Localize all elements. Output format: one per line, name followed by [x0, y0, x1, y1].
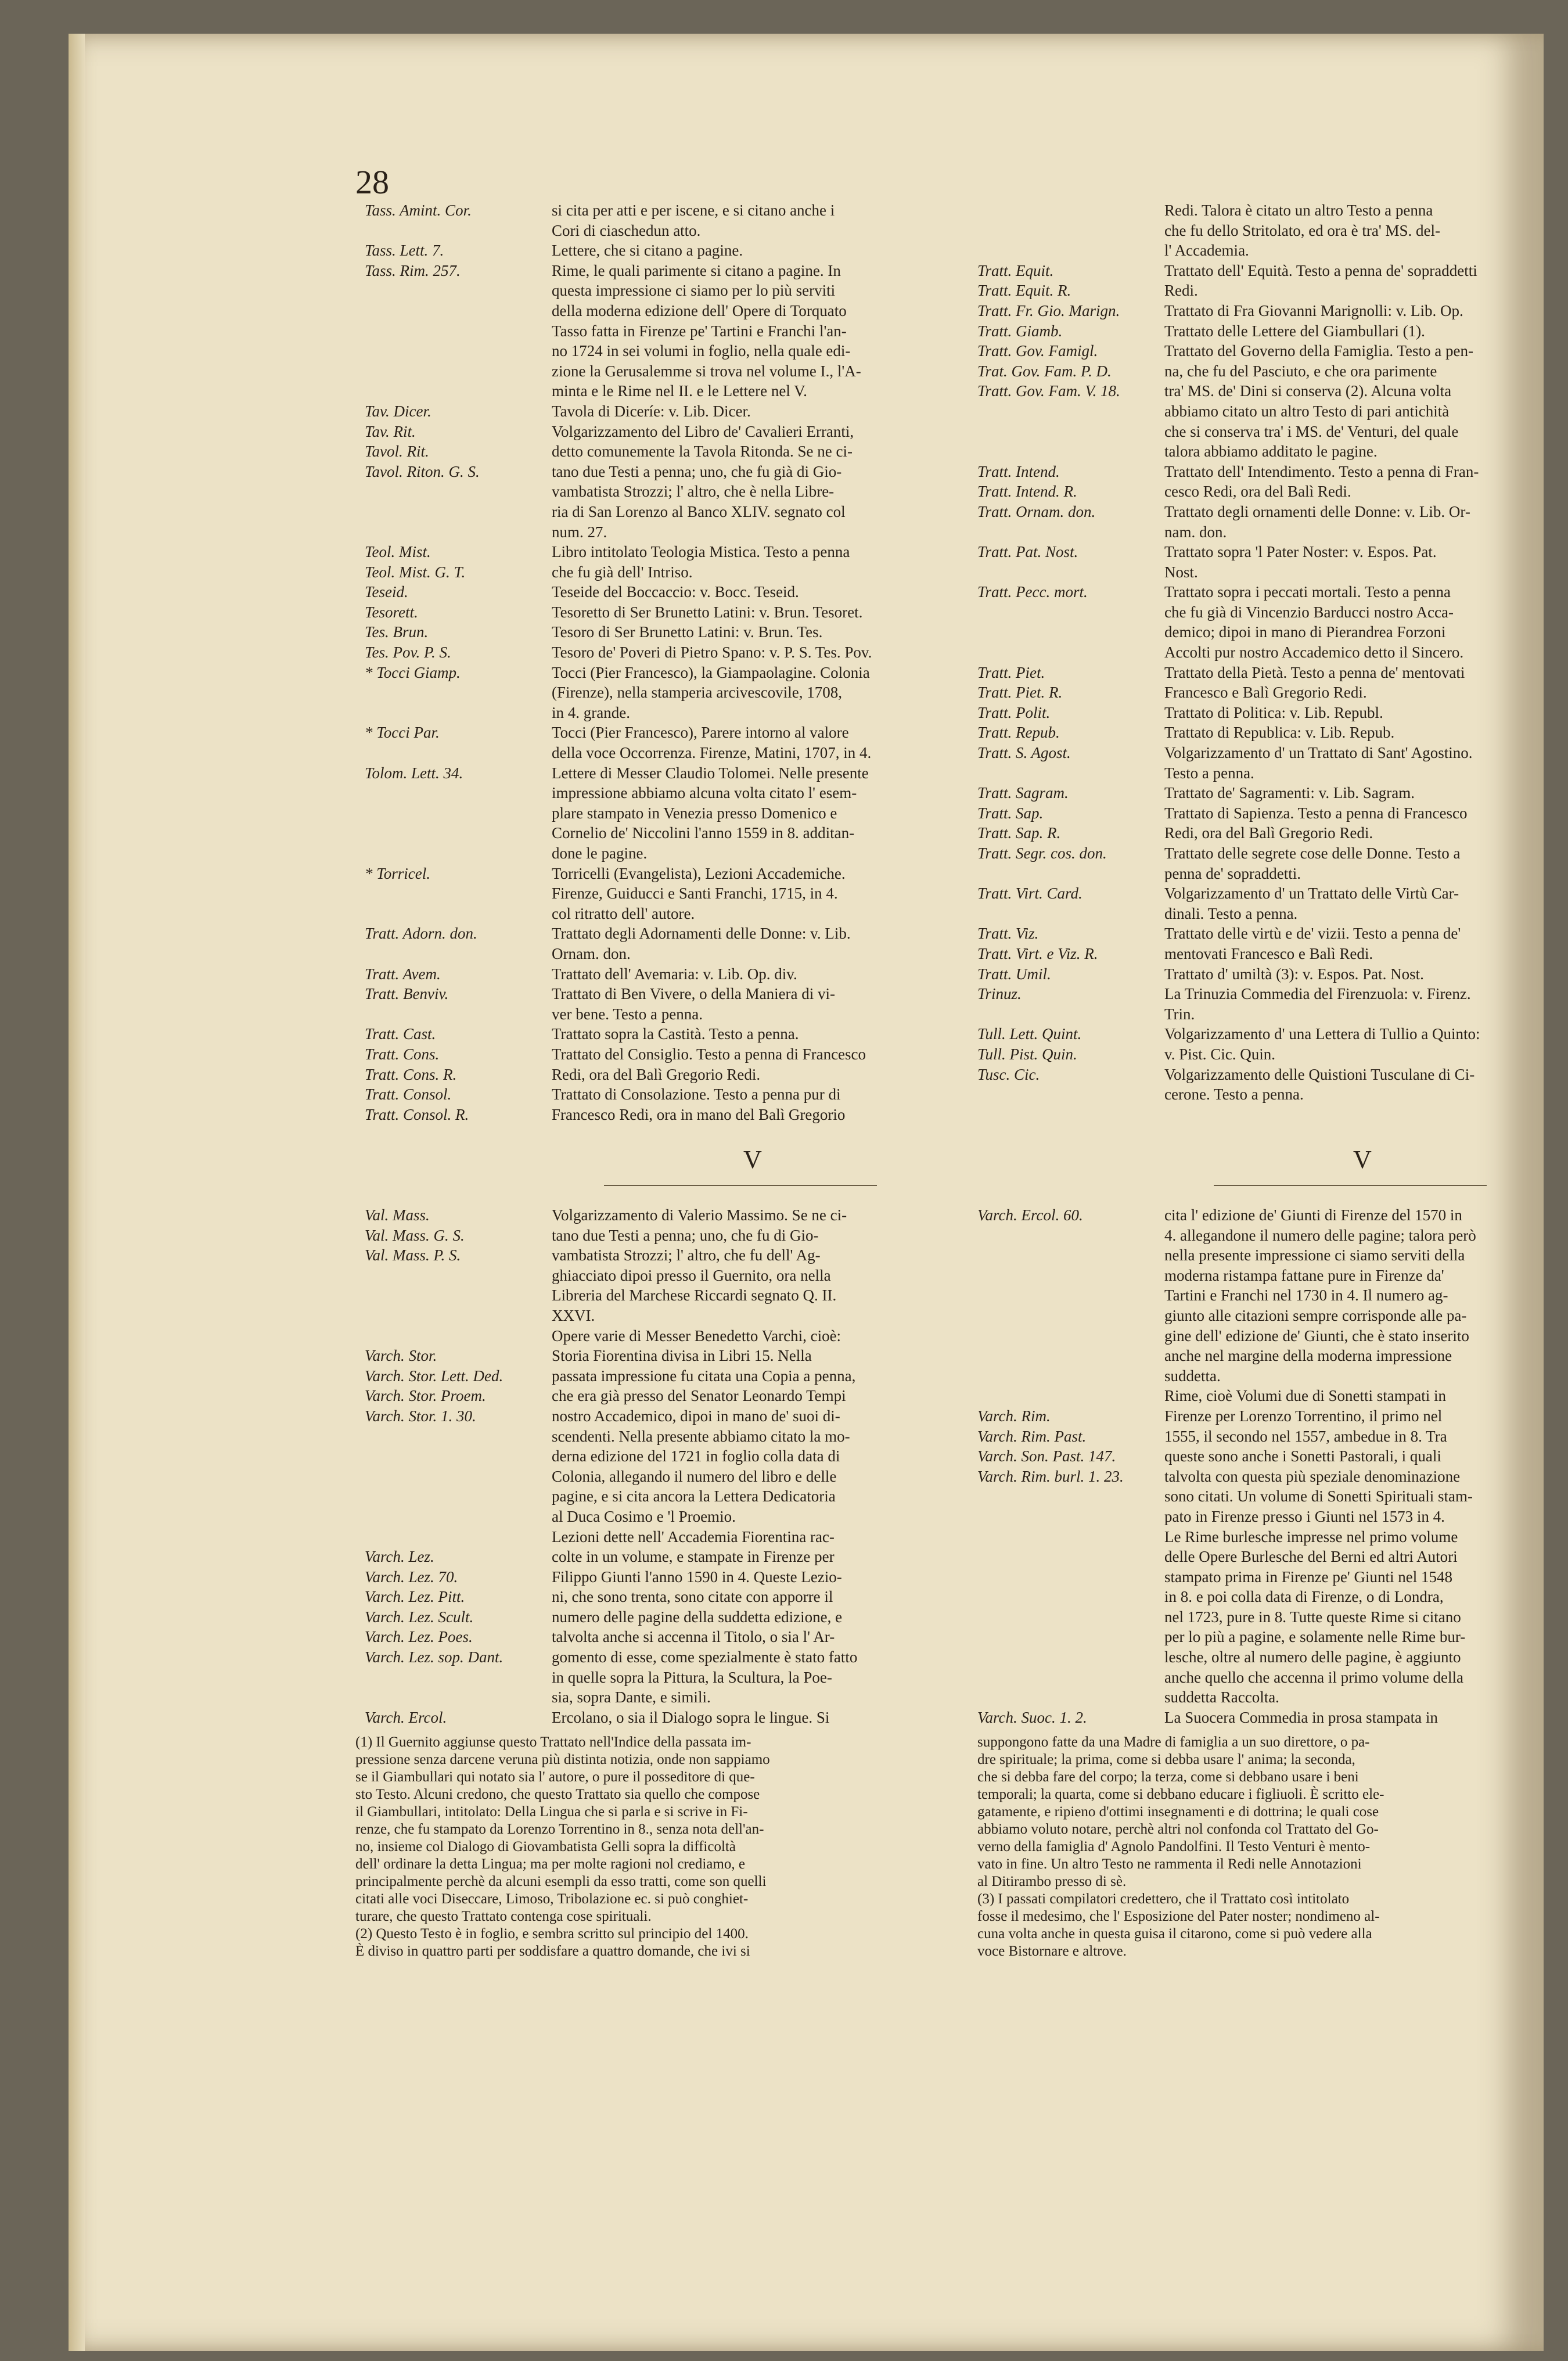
entry-abbreviation: Val. Mass.	[365, 1206, 430, 1224]
dictionary-entry	[365, 1547, 969, 1567]
dictionary-entry	[977, 663, 1568, 683]
dictionary-entry	[977, 723, 1568, 743]
entry-text: Trattato del Governo della Famiglia. Testo a pen-	[1164, 342, 1473, 360]
entry-abbreviation: Varch. Lez. sop. Dant.	[365, 1648, 504, 1666]
entry-text: Francesco e Balì Gregorio Redi.	[1164, 684, 1367, 702]
entry-abbreviation: Tratt. Equit.	[977, 261, 1054, 279]
entry-text: na, che fu del Pasciuto, e che ora parimente	[1164, 362, 1437, 380]
top-left-column	[365, 200, 969, 1124]
dictionary-entry	[365, 1245, 969, 1325]
entry-abbreviation: Tull. Pist. Quin.	[977, 1045, 1077, 1063]
entry-text: cita l' edizione de' Giunti di Firenze del 1570 in 4. allegandone il numero delle pagine; talora però nella presente impressione ci siamo serviti della moderna ristampa fattane pure in Firenze da' Tartini e Franchi nel 1730 in 4. Il numero ag- giunto alle citazioni sempre corrisponde alle pa- gine dell' edizione de' Giunti, che è stato inserito anche nel margine della moderna impressione suddetta.	[1164, 1206, 1476, 1385]
entry-text: queste sono anche i Sonetti Pastorali, i quali	[1164, 1447, 1441, 1465]
dictionary-entry	[977, 1044, 1568, 1065]
page-number: 28	[355, 163, 389, 201]
dictionary-entry	[977, 462, 1568, 482]
dictionary-entry	[365, 1627, 969, 1647]
dictionary-entry	[365, 663, 969, 723]
entry-abbreviation: Varch. Stor. Proem.	[365, 1387, 486, 1405]
dictionary-entry	[365, 1567, 969, 1587]
entry-text: Lezioni dette nell' Accademia Fiorentina rac-	[552, 1528, 835, 1546]
dictionary-entry	[365, 1044, 969, 1065]
dictionary-entry	[365, 562, 969, 583]
entry-abbreviation: * Tocci Par.	[365, 724, 440, 742]
dictionary-entry	[977, 682, 1568, 703]
dictionary-entry	[365, 542, 969, 562]
dictionary-entry	[365, 1346, 969, 1366]
dictionary-entry	[365, 1084, 969, 1105]
entry-text: tano due Testi a penna; uno, che fu già di Gio- vambatista Strozzi; l' altro, che è nella Libre- ria di San Lorenzo al Banco XLIV. segnato col num. 27.	[552, 462, 846, 541]
entry-abbreviation: Varch. Lez. Scult.	[365, 1608, 474, 1626]
dictionary-entry	[365, 763, 969, 864]
entry-text: Trattato di Ben Vivere, o della Maniera di vi- ver bene. Testo a penna.	[552, 985, 836, 1023]
entry-abbreviation: Tav. Rit.	[365, 422, 416, 440]
entry-text: Trattato sopra i peccati mortali. Testo a penna che fu già di Vincenzio Barducci nostro Acca- demico; dipoi in mano di Pierandrea Forzoni Accolti pur nostro Accademico detto il Sincero.	[1164, 583, 1464, 662]
entry-abbreviation: Tratt. Segr. cos. don.	[977, 845, 1107, 862]
entry-text: Trattato di Fra Giovanni Marignolli: v. Lib. Op.	[1164, 301, 1463, 319]
entry-abbreviation: Teol. Mist. G. T.	[365, 563, 466, 581]
section-rule-right	[1214, 1185, 1487, 1186]
dictionary-entry	[365, 1205, 969, 1226]
dictionary-entry	[365, 642, 969, 663]
entry-abbreviation: Varch. Rim. Past.	[977, 1427, 1087, 1445]
entry-abbreviation: Tratt. Avem.	[365, 965, 441, 983]
entry-abbreviation: Tass. Lett. 7.	[365, 242, 444, 260]
entry-text: Lettere, che si citano a pagine.	[552, 242, 743, 260]
entry-abbreviation	[977, 1386, 1164, 1406]
entry-abbreviation: Tavol. Riton. G. S.	[365, 462, 480, 480]
entry-text: talvolta anche si accenna il Titolo, o sia l' Ar-	[552, 1628, 835, 1646]
dictionary-entry	[365, 602, 969, 623]
entry-abbreviation: Tratt. Giamb.	[977, 322, 1063, 340]
entry-text: mentovati Francesco e Balì Redi.	[1164, 944, 1373, 962]
dictionary-entry	[365, 622, 969, 642]
bottom-left-column	[365, 1205, 969, 1727]
bottom-right-column	[977, 1205, 1568, 1727]
dictionary-entry	[365, 1406, 969, 1527]
entry-text: tano due Testi a penna; uno, che fu di Gio-	[552, 1226, 819, 1244]
entry-text: ni, che sono trenta, sono citate con apporre il	[552, 1588, 833, 1606]
entry-text: Redi, ora del Balì Gregorio Redi.	[1164, 824, 1373, 842]
entry-text: Trattato sopra 'l Pater Noster: v. Espos. Pat. Nost.	[1164, 543, 1437, 581]
entry-abbreviation: Tratt. Cast.	[365, 1025, 436, 1043]
entry-text: Lettere di Messer Claudio Tolomei. Nelle presente impressione abbiamo alcuna volta citato l' esem- plare stampato in Venezia presso Domenico e Cornelio de' Niccolini l'anno 1559 in 8. additan- done le pagine.	[552, 764, 869, 862]
dictionary-entry	[977, 582, 1568, 662]
dictionary-entry	[977, 1406, 1568, 1426]
entry-abbreviation: Tratt. Sap.	[977, 804, 1044, 822]
entry-abbreviation: Trinuz.	[977, 985, 1022, 1003]
entry-text: Trattato di Republica: v. Lib. Repub.	[1164, 724, 1395, 742]
entry-text: v. Pist. Cic. Quin.	[1164, 1045, 1276, 1063]
dictionary-entry	[365, 1607, 969, 1627]
entry-text: tra' MS. de' Dini si conserva (2). Alcuna volta abbiamo citato un altro Testo di pari antichità che si conserva tra' i MS. de' Venturi, del quale talora abbiamo additato le pagine.	[1164, 382, 1459, 461]
entry-abbreviation: Varch. Ercol.	[365, 1708, 447, 1726]
dictionary-entry	[365, 1587, 969, 1607]
entry-abbreviation: Tratt. Ornam. don.	[977, 502, 1096, 520]
dictionary-entry	[977, 481, 1568, 502]
entry-abbreviation: Tratt. Intend. R.	[977, 483, 1077, 501]
dictionary-entry	[977, 381, 1568, 461]
entry-text: Trattato dell' Equità. Testo a penna de' sopraddetti	[1164, 261, 1477, 279]
entry-abbreviation: Val. Mass. G. S.	[365, 1226, 465, 1244]
dictionary-entry	[977, 1446, 1568, 1467]
entry-abbreviation: Varch. Lez. Pitt.	[365, 1588, 465, 1606]
entry-abbreviation: Tratt. Virt. e Viz. R.	[977, 944, 1098, 962]
entry-text: Tesoro de' Poveri di Pietro Spano: v. P. S. Tes. Pov.	[552, 644, 872, 662]
dictionary-entry	[977, 261, 1568, 281]
entry-abbreviation: Tratt. Cons.	[365, 1045, 440, 1063]
entry-abbreviation: Tratt. Sap. R.	[977, 824, 1061, 842]
entry-text: cesco Redi, ora del Balì Redi.	[1164, 483, 1351, 501]
entry-abbreviation: Varch. Stor. 1. 30.	[365, 1407, 476, 1425]
dictionary-entry	[365, 984, 969, 1024]
entry-text: Trattato de' Sagramenti: v. Lib. Sagram.	[1164, 784, 1415, 802]
dictionary-entry	[977, 944, 1568, 964]
entry-abbreviation: Tratt. Consol.	[365, 1086, 452, 1104]
entry-abbreviation: Varch. Son. Past. 147.	[977, 1447, 1116, 1465]
dictionary-entry	[977, 1708, 1568, 1728]
dictionary-entry	[977, 542, 1568, 582]
entry-text: numero delle pagine della suddetta edizione, e	[552, 1608, 843, 1626]
dictionary-entry	[365, 1527, 969, 1547]
entry-text: Redi. Talora è citato un altro Testo a penna che fu dello Stritolato, ed ora è tra' MS. del- l' Accademia.	[1164, 202, 1440, 260]
entry-abbreviation: Tratt. Repub.	[977, 724, 1060, 742]
entry-text: Trattato delle virtù e de' vizii. Testo a penna de'	[1164, 925, 1461, 943]
dictionary-entry	[365, 582, 969, 602]
entry-text: Teseide del Boccaccio: v. Bocc. Teseid.	[552, 583, 799, 601]
entry-abbreviation: Tratt. Viz.	[977, 925, 1039, 943]
entry-abbreviation: Tratt. Adorn. don.	[365, 925, 477, 943]
entry-text: Trattato del Consiglio. Testo a penna di Francesco	[552, 1045, 866, 1063]
entry-abbreviation: Varch. Suoc. 1. 2.	[977, 1708, 1087, 1726]
dictionary-entry	[365, 1386, 969, 1406]
entry-text: che fu già dell' Intriso.	[552, 563, 693, 581]
dictionary-entry	[365, 441, 969, 462]
entry-text: Opere varie di Messer Benedetto Varchi, cioè:	[552, 1327, 841, 1345]
dictionary-entry	[977, 823, 1568, 843]
entry-abbreviation: Tratt. Piet. R.	[977, 684, 1063, 702]
entry-text: Libro intitolato Teologia Mistica. Testo a penna	[552, 543, 850, 561]
entry-abbreviation: Teseid.	[365, 583, 408, 601]
entry-text: Volgarizzamento di Valerio Massimo. Se ne ci-	[552, 1206, 847, 1224]
dictionary-entry	[977, 502, 1568, 542]
top-right-column	[977, 200, 1568, 1105]
entry-text: Rime, cioè Volumi due di Sonetti stampati in	[1164, 1387, 1446, 1405]
dictionary-entry	[977, 843, 1568, 883]
entry-text: Ercolano, o sia il Dialogo sopra le lingue. Si	[552, 1708, 830, 1726]
dictionary-entry	[365, 964, 969, 984]
entry-abbreviation: Tratt. Umil.	[977, 965, 1051, 983]
entry-abbreviation: Tratt. Fr. Gio. Marign.	[977, 301, 1120, 319]
dictionary-entry	[365, 240, 969, 261]
footnotes-left: (1) Il Guernito aggiunse questo Trattato nell'Indice della passata im- pressione senza darcene veruna più distinta notizia, onde non sappiamo se il Giambullari qui notato sia l' autore, o pure il posseditore di que- sto Testo. Alcuni credono, che questo Trattato sia quello che compose il Giambullari, intitolato: Della Lingua che si parla e si scrive in Fi- renze, che fu stampato da Lorenzo Torrentino in 8., senza nota dell'an- no, insieme col Dialogo di Giovambatista Gelli sopra la difficoltà dell' ordinare la detta Lingua; ma per molte ragioni nol crediamo, e principalmente perchè da alcuni esempli da esso tratti, come son quelli citati alle voci Diseccare, Limoso, Tribolazione ec. si può conghiet- turare, che questo Trattato contenga cose spirituali. (2) Questo Testo è in foglio, e sembra scritto sul principio del 1400. È diviso in quattro parti per soddisfare a quattro domande, che ivi si	[355, 1734, 770, 1959]
entry-abbreviation	[977, 200, 1164, 261]
dictionary-entry	[977, 923, 1568, 944]
entry-text: Trattato di Sapienza. Testo a penna di Francesco	[1164, 804, 1468, 822]
entry-text: Tesoretto di Ser Brunetto Latini: v. Brun. Tesoret.	[552, 603, 863, 621]
dictionary-entry	[365, 1105, 969, 1125]
entry-text: si cita per atti e per iscene, e si citano anche i Cori di ciaschedun atto.	[552, 202, 835, 239]
entry-abbreviation: Tass. Amint. Cor.	[365, 202, 472, 219]
entry-abbreviation: Varch. Rim. burl. 1. 23.	[977, 1467, 1124, 1485]
dictionary-entry	[977, 984, 1568, 1024]
dictionary-entry	[977, 341, 1568, 361]
entry-text: Francesco Redi, ora in mano del Balì Gregorio	[552, 1105, 846, 1123]
dictionary-entry	[977, 703, 1568, 723]
section-letter-right: V	[1353, 1145, 1372, 1174]
entry-text: Trattato delle Lettere del Giambullari (1).	[1164, 322, 1425, 340]
dictionary-entry	[977, 281, 1568, 301]
entry-abbreviation: Trat. Gov. Fam. P. D.	[977, 362, 1112, 380]
entry-abbreviation: Varch. Lez.	[365, 1548, 434, 1566]
entry-abbreviation: * Torricel.	[365, 864, 431, 882]
entry-text: Tavola di Diceríe: v. Lib. Dicer.	[552, 402, 751, 420]
entry-abbreviation: Tratt. Benviv.	[365, 985, 449, 1003]
entry-text: Trattato d' umiltà (3): v. Espos. Pat. Nost.	[1164, 965, 1424, 983]
entry-abbreviation: Tratt. S. Agost.	[977, 744, 1071, 762]
dictionary-entry	[977, 321, 1568, 342]
dictionary-entry	[977, 200, 1568, 261]
entry-abbreviation: Tes. Pov. P. S.	[365, 644, 451, 662]
entry-text: che era già presso del Senator Leonardo Tempi	[552, 1387, 846, 1405]
entry-text: Tocci (Pier Francesco), la Giampaolagine. Colonia (Firenze), nella stamperia arcivescovile, 1708, in 4. grande.	[552, 663, 870, 721]
dictionary-entry	[977, 783, 1568, 803]
entry-text: La Trinuzia Commedia del Firenzuola: v. Firenz. Trin.	[1164, 985, 1471, 1023]
entry-abbreviation: Tratt. Polit.	[977, 703, 1051, 721]
section-rule-left	[604, 1185, 877, 1186]
dictionary-entry	[365, 1065, 969, 1085]
entry-text: Trattato delle segrete cose delle Donne. Testo a penna de' sopraddetti.	[1164, 845, 1461, 882]
entry-abbreviation: Val. Mass. P. S.	[365, 1246, 461, 1264]
dictionary-entry	[365, 1326, 969, 1346]
entry-abbreviation: Tratt. Gov. Fam. V. 18.	[977, 382, 1120, 400]
entry-text: Volgarizzamento d' un Trattato di Sant' Agostino. Testo a penna.	[1164, 744, 1473, 782]
entry-abbreviation: Tratt. Pat. Nost.	[977, 543, 1078, 561]
dictionary-entry	[977, 803, 1568, 824]
entry-text: Trattato degli Adornamenti delle Donne: v. Lib. Ornam. don.	[552, 925, 851, 962]
dictionary-entry	[977, 1205, 1568, 1386]
entry-text: nostro Accademico, dipoi in mano de' suoi di- scendenti. Nella presente abbiamo citato la mo- derna edizione del 1721 in foglio colla data di Colonia, allegando il numero del libro e delle pagine, e si cita ancora la Lettera Dedicatoria al Duca Cosimo e 'l Proemio.	[552, 1407, 850, 1525]
dictionary-entry	[977, 1467, 1568, 1708]
entry-text: passata impressione fu citata una Copia a penna,	[552, 1367, 856, 1385]
entry-text: gomento di esse, come spezialmente è stato fatto in quelle sopra la Pittura, la Scultura, la Poe- sia, sopra Dante, e simili.	[552, 1648, 858, 1706]
entry-abbreviation: Tratt. Intend.	[977, 462, 1060, 480]
entry-text: Volgarizzamento d' una Lettera di Tullio a Quinto:	[1164, 1025, 1480, 1043]
entry-text: Trattato di Consolazione. Testo a penna pur di	[552, 1086, 841, 1104]
dictionary-entry	[365, 1226, 969, 1246]
entry-abbreviation: Varch. Stor. Lett. Ded.	[365, 1367, 504, 1385]
entry-text: Tocci (Pier Francesco), Parere intorno al valore della voce Occorrenza. Firenze, Matini, 1707, in 4.	[552, 724, 872, 762]
entry-text: Trattato degli ornamenti delle Donne: v. Lib. Or- nam. don.	[1164, 502, 1470, 541]
entry-abbreviation: Tratt. Pecc. mort.	[977, 583, 1088, 601]
dictionary-entry	[977, 743, 1568, 783]
entry-abbreviation: Tratt. Gov. Famigl.	[977, 342, 1098, 360]
entry-abbreviation: * Tocci Giamp.	[365, 663, 461, 681]
entry-text: Trattato sopra la Castità. Testo a penna.	[552, 1025, 799, 1043]
entry-text: Volgarizzamento d' un Trattato delle Virtù Car- dinali. Testo a penna.	[1164, 885, 1459, 922]
entry-text: Rime, le quali parimente si citano a pagine. In questa impressione ci siamo per lo più serviti della moderna edizione dell' Opere di Torquato Tasso fatta in Firenze pe' Tartini e Franchi l'an- no 1724 in sei volumi in foglio, nella quale edi- zione la Gerusalemme si trova nel volume I., l'A- minta e le Rime nel II. e le Lettere nel V.	[552, 261, 861, 400]
dictionary-entry	[365, 200, 969, 240]
entry-text: Torricelli (Evangelista), Lezioni Accademiche. Firenze, Guiducci e Santi Franchi, 1715, in 4. col ritratto dell' autore.	[552, 864, 846, 922]
entry-abbreviation: Tavol. Rit.	[365, 443, 429, 461]
entry-abbreviation: Tratt. Sagram.	[977, 784, 1069, 802]
entry-abbreviation: Tratt. Virt. Card.	[977, 885, 1083, 903]
entry-abbreviation	[365, 1326, 552, 1346]
footnotes-right: suppongono fatte da una Madre di famiglia a un suo direttore, o pa- dre spirituale; la prima, come si debba usare l' anima; la seconda, che si debba fare del corpo; la terza, come si debbano usare i beni temporali; la quarta, come si debbano educare i figliuoli. È scritto ele- gatamente, e ripieno d'ottimi insegnamenti e di dottrina; le quali cose abbiamo voluto notare, perchè altri nol confonda col Trattato del Go- verno della famiglia d' Agnolo Pandolfini. Il Testo Venturi è mento- vato in fine. Un altro Testo ne rammenta il Redi nelle Annotazioni al Ditirambo presso di sè. (3) I passati compilatori credettero, che il Trattato così intitolato fosse il medesimo, che l' Esposizione del Pater noster; nondimeno al- cuna volta anche in questa guisa il citarono, come si può vedere alla voce Bistornare e altrove.	[977, 1734, 1384, 1959]
dictionary-entry	[365, 1024, 969, 1044]
entry-text: talvolta con questa più speziale denominazione sono citati. Un volume di Sonetti Spirituali stam- pato in Firenze presso i Giunti nel 1573 in 4. Le Rime burlesche impresse nel primo volume delle Opere Burlesche del Berni ed altri Autori stampato prima in Firenze pe' Giunti nel 1548 in 8. e poi colla data di Firenze, o di Londra, nel 1723, pure in 8. Tutte queste Rime si citano per lo più a pagine, e solamente nelle Rime bur- lesche, oltre al numero delle pagine, è aggiunto anche quello che accenna il primo volume della suddetta Raccolta.	[1164, 1467, 1473, 1706]
entry-abbreviation: Teol. Mist.	[365, 543, 431, 561]
entry-abbreviation: Tes. Brun.	[365, 623, 429, 641]
dictionary-entry	[977, 1426, 1568, 1447]
entry-text: Trattato dell' Intendimento. Testo a penna di Fran-	[1164, 462, 1479, 480]
dictionary-entry	[365, 261, 969, 401]
dictionary-entry	[977, 301, 1568, 321]
entry-abbreviation: Tull. Lett. Quint.	[977, 1025, 1082, 1043]
entry-text: La Suocera Commedia in prosa stampata in	[1164, 1708, 1438, 1726]
entry-abbreviation: Tratt. Piet.	[977, 663, 1045, 681]
dictionary-entry	[977, 883, 1568, 923]
dictionary-entry	[365, 1708, 969, 1728]
entry-text: Trattato di Politica: v. Lib. Republ.	[1164, 703, 1383, 721]
entry-text: Firenze per Lorenzo Torrentino, il primo nel	[1164, 1407, 1443, 1425]
dictionary-entry	[365, 864, 969, 924]
entry-text: 1555, il secondo nel 1557, ambedue in 8. Tra	[1164, 1427, 1447, 1445]
entry-text: Volgarizzamento del Libro de' Cavalieri Erranti,	[552, 422, 854, 440]
entry-text: vambatista Strozzi; l' altro, che fu dell' Ag- ghiacciato dipoi presso il Guernito, ora nella Libreria del Marchese Riccardi segnato Q. II. XXVI.	[552, 1246, 837, 1324]
entry-abbreviation: Varch. Lez. 70.	[365, 1568, 458, 1586]
entry-abbreviation: Varch. Rim.	[977, 1407, 1051, 1425]
section-letter-left: V	[743, 1145, 762, 1174]
dictionary-entry	[977, 1065, 1568, 1105]
entry-text: Filippo Giunti l'anno 1590 in 4. Queste Lezio-	[552, 1568, 842, 1586]
entry-text: detto comunemente la Tavola Ritonda. Se ne ci-	[552, 443, 853, 461]
entry-abbreviation: Tesorett.	[365, 603, 418, 621]
entry-abbreviation: Varch. Stor.	[365, 1347, 437, 1365]
entry-abbreviation: Tratt. Consol. R.	[365, 1105, 469, 1123]
dictionary-entry	[977, 1386, 1568, 1406]
entry-abbreviation	[365, 1527, 552, 1547]
dictionary-entry	[977, 1024, 1568, 1044]
binding-fold	[69, 34, 85, 2351]
entry-abbreviation: Tolom. Lett. 34.	[365, 764, 463, 782]
entry-text: Redi.	[1164, 282, 1198, 300]
entry-abbreviation: Tass. Rim. 257.	[365, 261, 461, 279]
entry-text: Storia Fiorentina divisa in Libri 15. Nella	[552, 1347, 812, 1365]
entry-text: Trattato della Pietà. Testo a penna de' mentovati	[1164, 663, 1465, 681]
entry-text: Redi, ora del Balì Gregorio Redi.	[552, 1065, 761, 1083]
dictionary-entry	[365, 422, 969, 442]
dictionary-entry	[365, 1647, 969, 1708]
dictionary-entry	[365, 462, 969, 542]
entry-abbreviation: Tav. Dicer.	[365, 402, 431, 420]
entry-text: Trattato dell' Avemaria: v. Lib. Op. div.	[552, 965, 797, 983]
dictionary-entry	[977, 361, 1568, 382]
dictionary-entry	[365, 723, 969, 763]
entry-text: Tesoro di Ser Brunetto Latini: v. Brun. Tes.	[552, 623, 823, 641]
dictionary-entry	[977, 964, 1568, 984]
dictionary-entry	[365, 1366, 969, 1386]
entry-abbreviation: Tusc. Cic.	[977, 1065, 1040, 1083]
entry-abbreviation: Tratt. Cons. R.	[365, 1065, 457, 1083]
entry-text: colte in un volume, e stampate in Firenze per	[552, 1548, 835, 1566]
dictionary-entry	[365, 401, 969, 422]
entry-text: Volgarizzamento delle Quistioni Tusculane di Ci- cerone. Testo a penna.	[1164, 1065, 1475, 1104]
dictionary-entry	[365, 923, 969, 964]
entry-abbreviation: Varch. Ercol. 60.	[977, 1206, 1083, 1224]
entry-abbreviation: Tratt. Equit. R.	[977, 282, 1071, 300]
entry-abbreviation: Varch. Lez. Poes.	[365, 1628, 473, 1646]
